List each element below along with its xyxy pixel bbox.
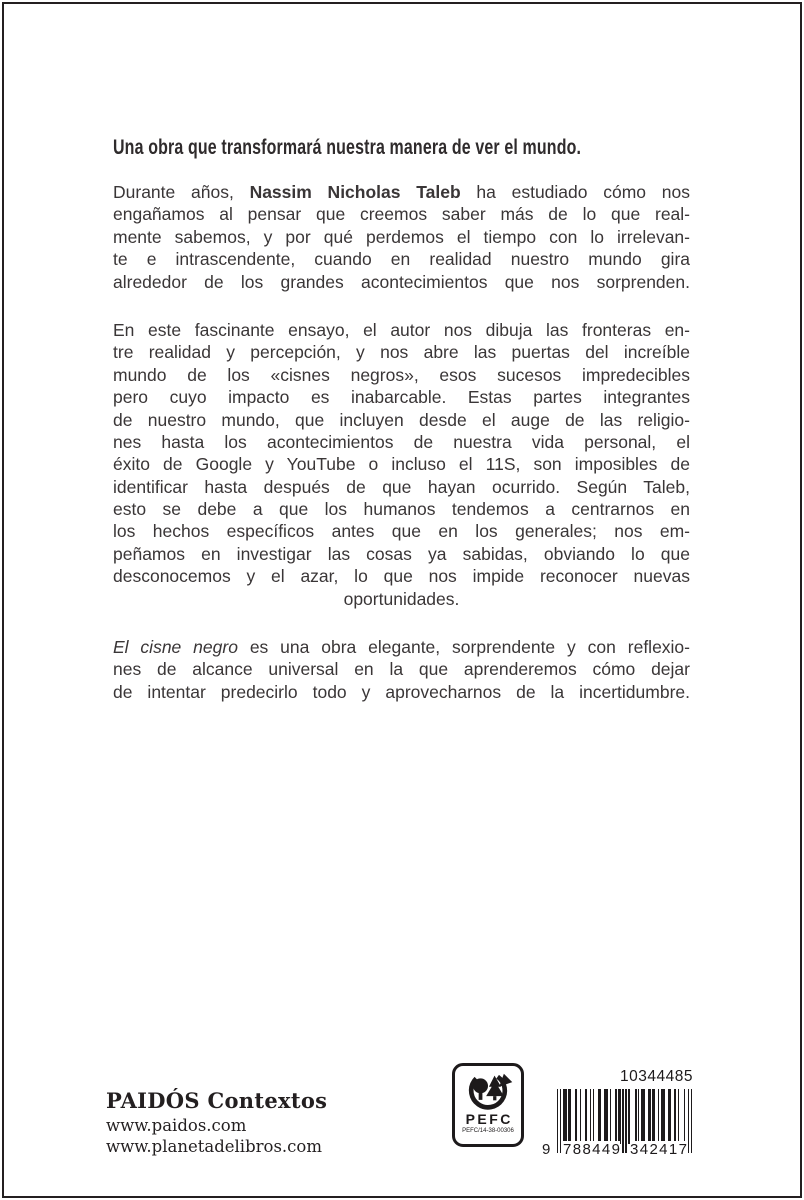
- text-line: nes de alcance universal en la que aprenderemos cómo dejar: [113, 659, 690, 680]
- text-line: pero cuyo impacto es inabarcable. Estas partes integrantes: [113, 387, 690, 408]
- text-line: alrededor de los grandes acontecimientos que nos sorprenden.: [113, 271, 690, 292]
- isbn-right-digits: 3 4 2 4 1 7: [630, 1141, 687, 1158]
- pefc-label: PEFC: [465, 1111, 513, 1127]
- text-line: El cisne negro es una obra elegante, sorprendente y con reflexio-: [113, 637, 690, 658]
- paragraph: [113, 636, 690, 703]
- isbn-first-digit: 9: [542, 1141, 551, 1158]
- text-line: de intentar predecirlo todo y aprovecharnos de la incertidumbre.: [113, 681, 690, 702]
- headline: Una obra que transformará nuestra manera de ver el mundo.: [113, 136, 582, 159]
- text-line: éxito de Google y YouTube o incluso el 11S, son imposibles de: [113, 454, 690, 475]
- text-line: peñamos en investigar las cosas ya sabidas, obviando lo que: [113, 543, 690, 564]
- pefc-cert-number: PEFC/14-38-00306: [462, 1128, 514, 1134]
- pefc-logo: [452, 1063, 524, 1147]
- paragraph: [113, 319, 690, 610]
- paragraph: [113, 181, 690, 293]
- text-line: esto se debe a que los humanos tendemos a centrarnos en: [113, 499, 690, 520]
- text-line: mundo de los «cisnes negros», esos sucesos impredecibles: [113, 364, 690, 385]
- isbn-left-digits: 7 8 8 4 4 9: [563, 1141, 620, 1158]
- text-line: oportunidades.: [343, 588, 460, 609]
- publisher-url-planetadelibros: www.planetadelibros.com: [106, 1136, 322, 1156]
- text-line: nes hasta los acontecimientos de nuestra vida personal, el: [113, 431, 690, 452]
- text-line: engañamos al pensar que creemos saber más de lo que real-: [113, 204, 690, 225]
- barcode-block: [540, 1068, 694, 1160]
- text-line: de nuestro mundo, que incluyen desde el auge de las religio-: [113, 409, 690, 430]
- text-line: En este fascinante ensayo, el autor nos dibuja las fronteras en-: [113, 319, 690, 340]
- text-line: Durante años, Nassim Nicholas Taleb ha estudiado cómo nos: [113, 182, 690, 202]
- pefc-trees-icon: [460, 1069, 516, 1113]
- imprint-name: PAIDÓS Contextos: [106, 1088, 328, 1113]
- text-line: mente sabemos, y por qué perdemos el tiempo con lo irrelevan-: [113, 226, 690, 247]
- text-line: los hechos específicos antes que en los generales; nos em-: [113, 521, 690, 542]
- text-line: tre realidad y percepción, y nos abre las puertas del increíble: [113, 342, 690, 363]
- publisher-url-paidos: www.paidos.com: [106, 1116, 247, 1135]
- body-paragraphs: [113, 181, 690, 703]
- text-line: identificar hasta después de que hayan ocurrido. Según Taleb,: [113, 476, 690, 497]
- text-line: te e intrascendente, cuando en realidad nuestro mundo gira: [113, 249, 690, 270]
- publisher-block: [106, 1088, 327, 1157]
- text-line: desconocemos y el azar, lo que nos impide reconocer nuevas: [113, 566, 690, 587]
- barcode-top-number: 10344485: [620, 1068, 693, 1085]
